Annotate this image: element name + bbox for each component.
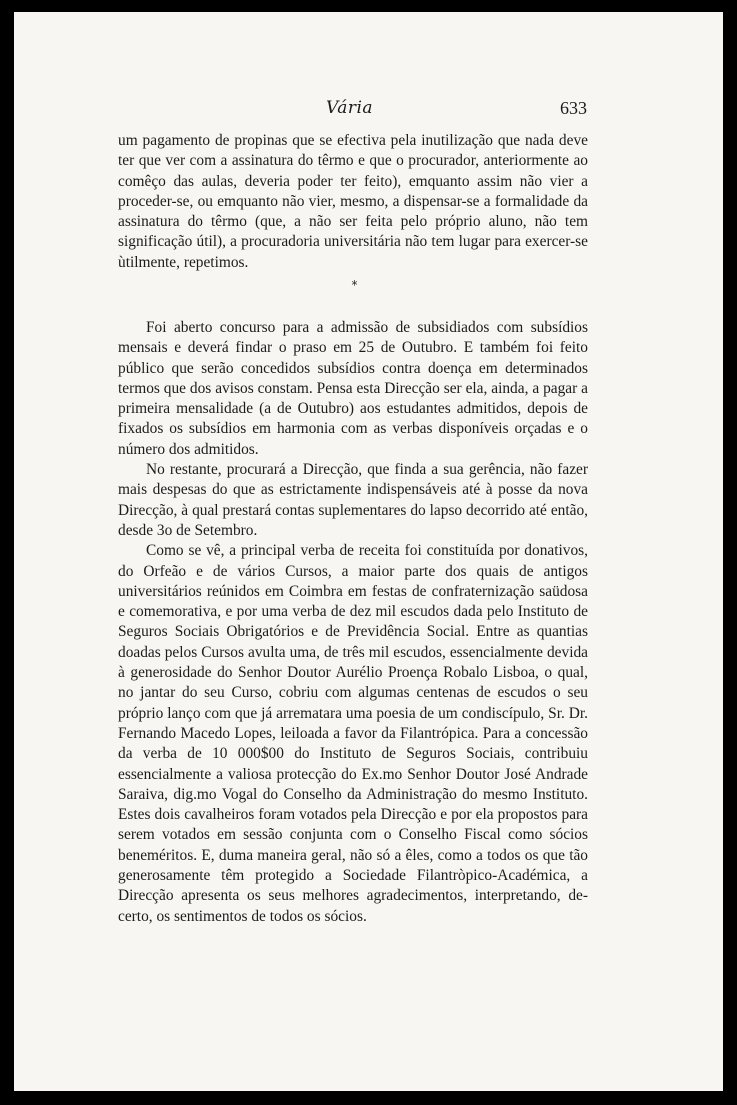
page-number: 633 bbox=[560, 98, 587, 118]
paragraph: Foi aberto concurso para a admissão de subsidiados com subsídios mensais e deverá findar o praso em 25 de Outubro. E também foi feito público que serão concedidos subsídios contra doença em determinados termos que dos avisos constam. Pensa esta Direcção ser ela, ainda, a pagar a primeira mensalidade (a de Outubro) aos estudantes admitidos, depois de fixados os subsídios em harmonia com as verbas disponíveis orçadas e o número dos admitidos. bbox=[118, 319, 588, 458]
paragraph: um pagamento de propinas que se efectiva pela inutilização que nada deve ter que ver com a assinatura do têrmo e que o procurador, anteriormente ao comêço das aulas, deveria poder ter feito), emquanto assim não vier a proceder-se, ou emquanto não vier, mesmo, a dispensar-se a formalidade da assinatura do têrmo (que, a não ser feita pelo próprio aluno, não tem significação útil), a procuradoria universitária não tem lugar para exercer-se ùtilmente, repetimos. bbox=[118, 132, 588, 271]
paragraph: Como se vê, a principal verba de receita foi constituída por donativos, do Orfeão e de vários Cursos, a maior parte dos quais de antigos universitários reúnidos em Coimbra em festas de confraternização saüdosa e comemorativa, e por uma verba de dez mil escudos dada pelo Instituto de Seguros Sociais Obrigatórios e de Previdência Social. Entre as quantias doadas pelos Cursos avulta uma, de três mil escudos, essencialmente devida à generosidade do Senhor Doutor Aurélio Proença Robalo Lisboa, o qual, no jantar do seu Curso, cobriu com algumas centenas de escudos o seu próprio lanço com que já arrematara uma poesia de um condiscípulo, Sr. Dr. Fernando Macedo Lopes, leiloada a favor da Filantrópica. Para a concessão da verba de 10 000$00 do Instituto de Seguros Sociais, contribuiu essencialmente a valiosa protecção do Ex.mo Senhor Doutor José Andrade Saraiva, dig.mo Vogal do Conselho da Administração do mesmo Instituto. Estes dois cavalheiros foram votados pela Direcção e por ela propostos para serem votados em sessão conjunta com o Conselho Fiscal como sócios beneméritos. E, duma maneira geral, não só a êles, como a todos os que tão generosamente têm protegido a Sociedade Filantròpico-Académica, a Direcção apresenta os seus melhores agradecimentos, interpretando, de-certo, os sentimentos de todos os sócios. bbox=[118, 542, 588, 925]
paragraph: No restante, procurará a Direcção, que finda a sua gerência, não fazer mais despesas do que as estrictamente indispensáveis até à posse da nova Direcção, à qual prestará contas suplementares do lapso decorrido até então, desde 3o de Setembro. bbox=[118, 461, 588, 539]
book-page bbox=[14, 12, 723, 1091]
continued-paragraph-block bbox=[118, 131, 588, 273]
body-text bbox=[118, 318, 588, 927]
running-title: Vária bbox=[326, 98, 374, 118]
page-header bbox=[14, 98, 723, 122]
section-separator: * bbox=[351, 278, 358, 292]
